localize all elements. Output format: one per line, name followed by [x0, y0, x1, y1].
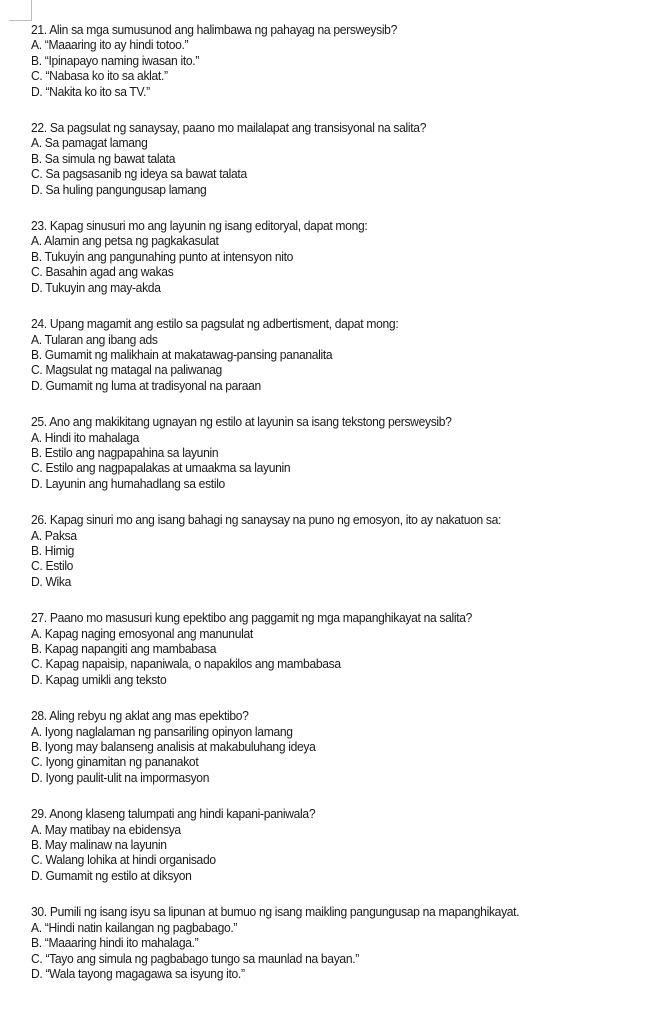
option-b: B. Iyong may balanseng analisis at makabuluhang ideya: [31, 739, 316, 755]
option-c: C. Basahin agad ang wakas: [31, 264, 174, 280]
option-c: C. Estilo: [31, 558, 74, 574]
question-stem: 26. Kapag sinuri mo ang isang bahagi ng sanaysay na puno ng emosyon, ito ay nakatuon sa:: [31, 512, 502, 528]
option-c: C. Magsulat ng matagal na paliwanag: [31, 362, 222, 378]
option-a: A. Kapag naging emosyonal ang manunulat: [31, 625, 253, 641]
question-27: [31, 610, 651, 687]
question-21: [31, 22, 651, 99]
option-d: D. “Nakita ko ito sa TV.”: [31, 83, 150, 99]
question-stem: 28. Aling rebyu ng aklat ang mas epektibo?: [31, 708, 249, 724]
quiz-document: [31, 22, 651, 1002]
option-b: B. Kapag napangiti ang mambabasa: [31, 641, 217, 656]
question-26: [31, 512, 651, 589]
option-c: C. “Nabasa ko ito sa aklat.”: [31, 68, 168, 84]
question-23: [31, 218, 651, 295]
option-a: A. Sa pamagat lamang: [31, 135, 148, 151]
question-stem: 25. Ano ang makikitang ugnayan ng estilo at layunin sa isang tekstong persweysib?: [31, 414, 452, 430]
option-b: B. Gumamit ng malikhain at makatawag-pansing pananalita: [31, 346, 333, 362]
option-b: B. Himig: [31, 542, 75, 558]
option-c: C. “Tayo ang simula ng pagbabago tungo sa maunlad na bayan.”: [31, 950, 359, 966]
question-stem: 27. Paano mo masusuri kung epektibo ang paggamit ng mga mapanghikayat na salita?: [31, 610, 473, 626]
option-d: D. “Wala tayong magagawa sa isyung ito.”: [31, 965, 245, 981]
option-d: D. Gumamit ng luma at tradisyonal na paraan: [31, 377, 261, 393]
option-a: A. “Maaaring ito ay hindi totoo.”: [31, 37, 189, 53]
option-b: B. “Ipinapayo naming iwasan ito.”: [31, 52, 200, 68]
question-stem: 21. Alin sa mga sumusunod ang halimbawa ng pahayag na persweysib?: [31, 22, 397, 37]
option-d: D. Layunin ang humahadlang sa estilo: [31, 475, 225, 491]
option-c: C. Kapag napaisip, napaniwala, o napakilos ang mambabasa: [31, 656, 341, 672]
option-a: A. Tularan ang ibang ads: [31, 331, 158, 347]
option-c: C. Walang lohika at hindi organisado: [31, 852, 216, 868]
option-b: B. May malinaw na layunin: [31, 837, 167, 853]
option-d: D. Sa huling pangungusap lamang: [31, 181, 207, 197]
page-corner-mark-horizontal: [9, 20, 32, 21]
question-22: [31, 120, 651, 197]
question-29: [31, 806, 651, 883]
option-b: B. Estilo ang nagpapahina sa layunin: [31, 444, 219, 460]
option-b: B. “Maaaring hindi ito mahalaga.”: [31, 935, 199, 951]
question-25: [31, 414, 651, 491]
option-c: C. Iyong ginamitan ng pananakot: [31, 754, 199, 770]
option-a: A. May matibay na ebidensya: [31, 821, 181, 837]
question-stem: 22. Sa pagsulat ng sanaysay, paano mo mailalapat ang transisyonal na salita?: [31, 120, 427, 136]
question-stem: 30. Pumili ng isang isyu sa lipunan at bumuo ng isang maikling pangungusap na mapanghikayat.: [31, 904, 520, 920]
option-d: D. Gumamit ng estilo at diksyon: [31, 867, 192, 883]
option-d: D. Iyong paulit-ulit na impormasyon: [31, 769, 210, 785]
option-b: B. Tukuyin ang pangunahing punto at intensyon nito: [31, 248, 294, 264]
option-d: D. Wika: [31, 573, 72, 589]
question-30: [31, 904, 651, 981]
question-stem: 23. Kapag sinusuri mo ang layunin ng isang editoryal, dapat mong:: [31, 218, 368, 234]
question-24: [31, 316, 651, 393]
option-c: C. Sa pagsasanib ng ideya sa bawat talata: [31, 166, 247, 182]
option-a: A. Alamin ang petsa ng pagkakasulat: [31, 233, 219, 249]
option-a: A. Hindi ito mahalaga: [31, 429, 140, 445]
question-stem: 24. Upang magamit ang estilo sa pagsulat ng adbertisment, dapat mong:: [31, 316, 399, 332]
option-b: B. Sa simula ng bawat talata: [31, 150, 176, 166]
option-d: D. Kapag umikli ang teksto: [31, 671, 167, 687]
option-c: C. Estilo ang nagpapalakas at umaakma sa layunin: [31, 460, 291, 476]
option-a: A. “Hindi natin kailangan ng pagbabago.”: [31, 919, 238, 935]
question-stem: 29. Anong klaseng talumpati ang hindi kapani-paniwala?: [31, 806, 316, 822]
page-corner-mark-vertical: [31, 0, 32, 20]
question-28: [31, 708, 651, 785]
option-d: D. Tukuyin ang may-akda: [31, 279, 161, 295]
option-a: A. Paksa: [31, 527, 77, 543]
option-a: A. Iyong naglalaman ng pansariling opinyon lamang: [31, 723, 293, 739]
